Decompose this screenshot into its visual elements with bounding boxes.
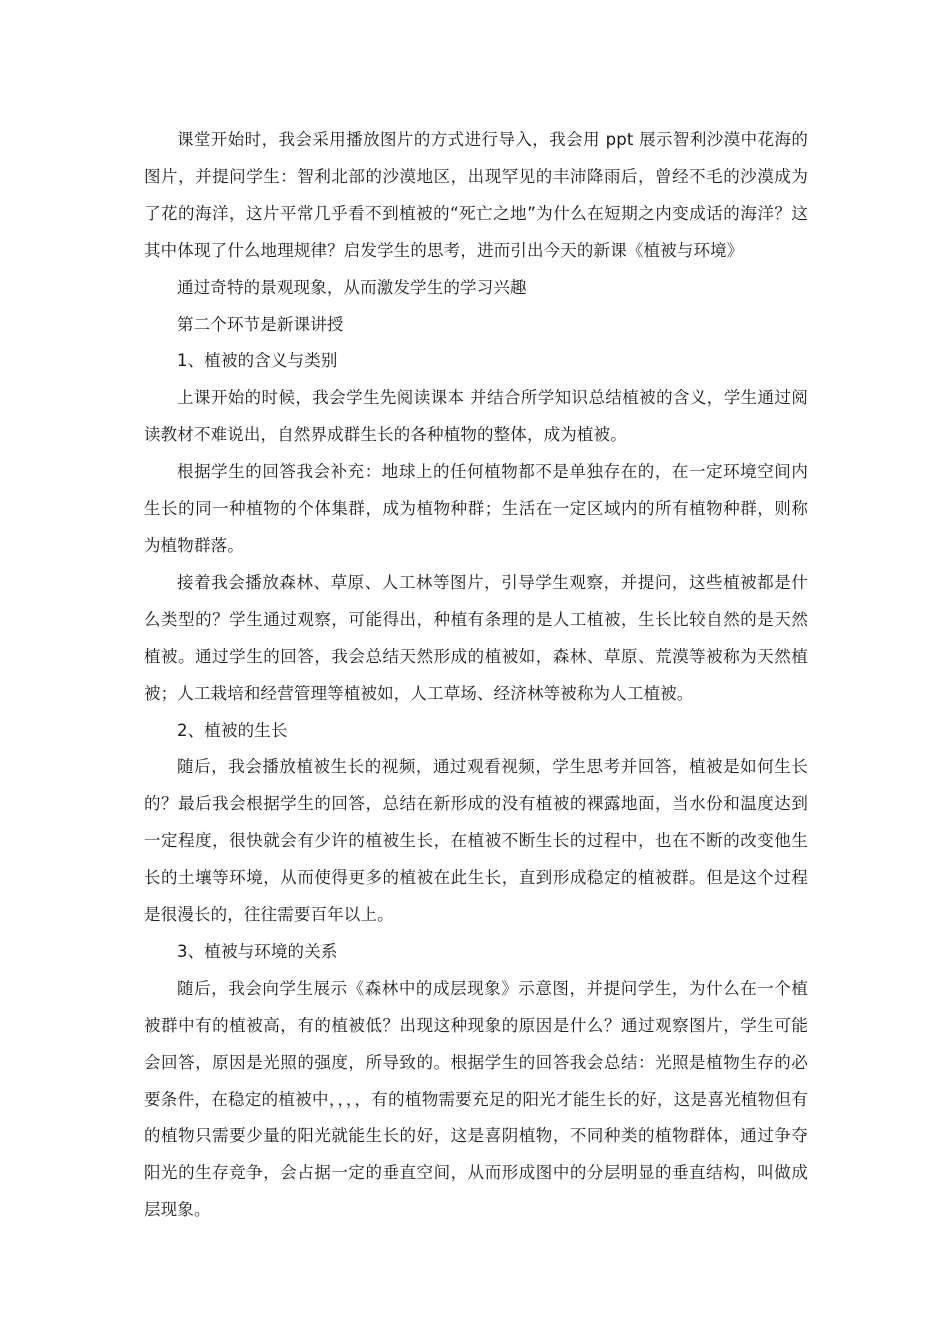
intro-paragraph: 课堂开始时，我会采用播放图片的方式进行导入，我会用 ppt 展示智利沙漠中花海的图片，并提问学生：智利北部的沙漠地区，出现罕见的丰沛降雨后，曾经不毛的沙漠成为了花的海洋，这片平常几乎看不到植被的“死亡之地”为什么在短期之内变成话的海洋？这其中体现了什么地理规律？启发学生的思考，进而引出今天的新课《植被与环境》	[144, 130, 808, 260]
heading-vegetation-meaning: 1、植被的含义与类别	[177, 351, 338, 371]
vegetation-definition-paragraph: 上课开始的时候，我会学生先阅读课本 并结合所学知识总结植被的含义，学生通过阅读教材不难说出，自然界成群生长的各种植物的整体，成为植被。	[144, 388, 808, 445]
vegetation-growth-paragraph: 随后，我会播放植被生长的视频，通过观看视频，学生思考并回答，植被是如何生长的？最后我会根据学生的回答，总结在新形成的没有植被的裸露地面，当水份和温度达到一定程度，很快就会有少许的植被生长，在植被不断生长的过程中，也在不断的改变他生长的土壤等环境，从而使得更多的植被在此生长，直到形成稳定的植被群。但是这个过程是很漫长的，往往需要百年以上。	[144, 757, 808, 925]
population-community-paragraph: 根据学生的回答我会补充：地球上的任何植物都不是单独存在的，在一定环境空间内生长的同一种植物的个体集群，成为植物种群；生活在一定区域内的所有植物种群，则称为植物群落。	[144, 462, 808, 555]
interest-paragraph: 通过奇特的景观现象，从而激发学生的学习兴趣	[177, 277, 527, 297]
heading-vegetation-growth: 2、植被的生长	[177, 720, 288, 740]
vegetation-types-paragraph: 接着我会播放森林、草原、人工林等图片，引导学生观察，并提问，这些植被都是什么类型的？学生通过观察，可能得出，种植有条理的是人工植被，生长比较自然的是天然植被。通过学生的回答，我会总结天然形成的植被如，森林、草原、荒漠等被称为天然植被；人工栽培和经营管理等植被如，人工草场、经济林等被称为人工植被。	[144, 572, 808, 703]
heading-vegetation-environment: 3、植被与环境的关系	[177, 941, 338, 961]
stratification-paragraph: 随后，我会向学生展示《森林中的成层现象》示意图，并提问学生，为什么在一个植被群中有的植被高，有的植被低？出现这种现象的原因是什么？通过观察图片，学生可能会回答，原因是光照的强度，所导致的。根据学生的回答我会总结：光照是植物生存的必要条件，在稳定的植被中，，，，有的植物需要充足的阳光才能生长的好，这是喜光植物但有的植物只需要少量的阳光就能生长的好，这是喜阴植物，不同种类的植物群体，通过争夺阳光的生存竞争，会占据一定的垂直空间，从而形成图中的分层明显的垂直结构，叫做成层现象。	[144, 978, 808, 1220]
document-body	[144, 122, 808, 1229]
section-intro-paragraph: 第二个环节是新课讲授	[177, 314, 344, 334]
